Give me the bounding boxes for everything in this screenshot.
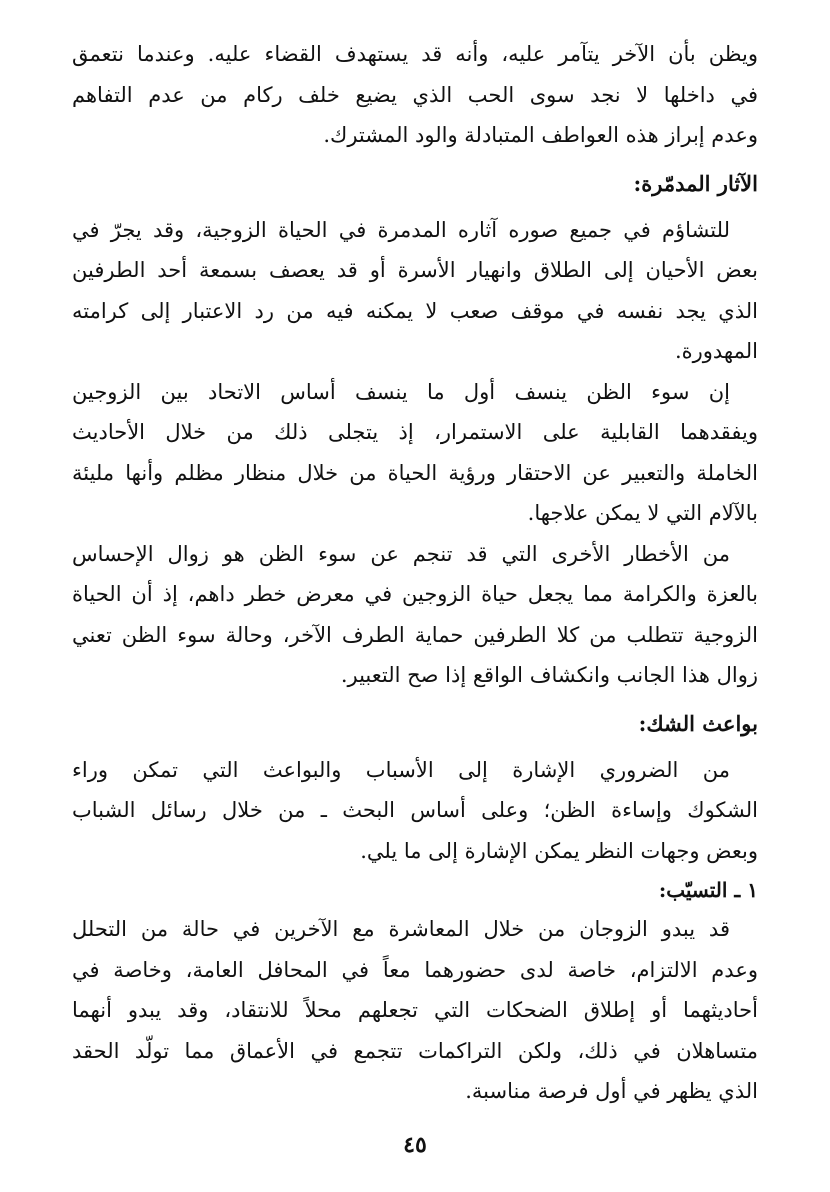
text-line: وعدم إبراز هذه العواطف المتبادلة والود المشترك. [323,123,758,147]
text-line: زوال هذا الجانب وانكشاف الواقع إذا صح التعبير. [340,663,758,687]
page-number: ٤٥ [403,1132,427,1158]
text-line: الذي يجد نفسه في موقف صعب لا يمكنه فيه من رد الاعتبار إلى كرامته [72,298,758,323]
text-line: الزوجية تتطلب من كلا الطرفين حماية الطرف الآخر، وحالة سوء الظن تعني [72,622,758,647]
text-line: المهدورة. [674,339,758,363]
text-line: وبعض وجهات النظر يمكن الإشارة إلى ما يلي. [360,838,758,863]
text-line: متساهلان في ذلك، ولكن التراكمات تتجمع في الأعماق مما تولّد الحقد [72,1038,758,1063]
text-line: أحاديثهما أو إطلاق الضحكات التي تجعلهم محلاً للانتقاد، وقد يبدو أنهما [72,998,758,1022]
section-heading-effects: الآثار المدمّرة: [633,170,758,196]
text-line: من الضروري الإشارة إلى الأسباب والبواعث التي تمكن وراء [72,757,730,782]
text-line: قد يبدو الزوجان من خلال المعاشرة مع الآخرين في حالة من التحلل [72,917,730,941]
effects-paragraph-3 [72,534,758,696]
text-line: بالآلام التي لا يمكن علاجها. [527,501,758,525]
text-line: الذي يظهر في أول فرصة مناسبة. [465,1079,758,1103]
text-line: وعدم الالتزام، خاصة لدى حضورهما معاً في المحافل العامة، وخاصة في [72,957,758,982]
text-line: من الأخطار الأخرى التي قد تنجم عن سوء الظن هو زوال الإحساس [72,541,730,566]
causes-paragraph-2 [72,909,758,1112]
text-line: إن سوء الظن ينسف أول ما ينسف أساس الاتحاد بين الزوجين [72,379,730,404]
subsection-heading-1: ١ ـ التسيّب: [658,878,758,902]
book-page [72,34,758,1112]
text-line: للتشاؤم في جميع صوره آثاره المدمرة في الحياة الزوجية، وقد يجرّ في [72,217,730,242]
text-line: بالعزة والكرامة مما يجعل حياة الزوجين في معرض خطر داهم، إذ أن الحياة [72,582,758,606]
intro-paragraph [72,34,758,156]
effects-paragraph-2 [72,372,758,534]
text-line: ويظن بأن الآخر يتآمر عليه، وأنه قد يستهدف القضاء عليه. وعندما نتعمق [72,42,758,66]
effects-paragraph-1 [72,210,758,372]
text-line: في داخلها لا نجد سوى الحب الذي يضيع خلف ركام من عدم التفاهم [72,82,758,107]
text-line: الخاملة والتعبير عن الاحتقار ورؤية الحياة من خلال منظار مظلم وأنها مليئة [72,460,758,485]
text-line: بعض الأحيان إلى الطلاق وانهيار الأسرة أو قد يعصف بسمعة أحد الطرفين [72,258,758,282]
text-line: ويفقدهما القابلية على الاستمرار، إذ يتجلى ذلك من خلال الأحاديث [72,420,758,444]
section-heading-causes: بواعث الشك: [638,710,758,736]
causes-paragraph-1 [72,750,758,872]
text-line: الشكوك وإساءة الظن؛ وعلى أساس البحث ـ من خلال رسائل الشباب [72,798,758,822]
